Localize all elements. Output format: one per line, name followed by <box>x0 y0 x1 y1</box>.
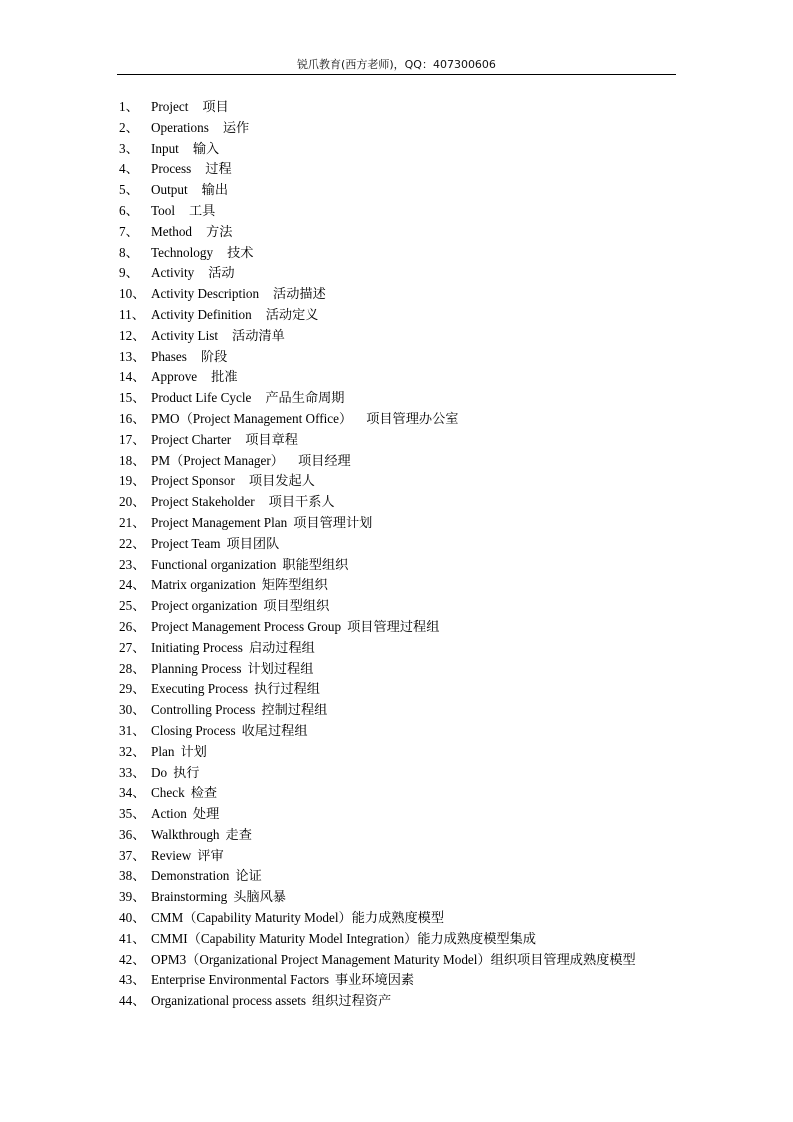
glossary-item <box>119 617 719 638</box>
chinese-translation: 能力成熟度模型集成 <box>417 930 536 946</box>
english-term: Approve <box>151 369 198 385</box>
chinese-translation: 技术 <box>227 244 254 260</box>
glossary-item <box>119 284 719 305</box>
glossary-item <box>119 492 719 513</box>
item-number: 6、 <box>119 202 139 218</box>
glossary-item <box>119 180 719 201</box>
chinese-translation: 输出 <box>201 182 229 198</box>
item-number: 41、 <box>119 930 146 946</box>
english-term: Demonstration <box>151 868 230 884</box>
glossary-item <box>119 513 719 534</box>
chinese-translation: 走查 <box>225 826 252 842</box>
chinese-translation: 活动定义 <box>265 306 319 322</box>
glossary-item <box>119 596 719 617</box>
english-term: OPM3（Organizational Project Management Maturity Model） <box>151 951 491 967</box>
chinese-translation: 组织项目管理成熟度模型 <box>490 951 636 967</box>
english-term: Check <box>151 785 185 801</box>
glossary-item <box>119 908 719 929</box>
item-number: 9、 <box>119 265 139 281</box>
chinese-translation: 输入 <box>192 140 220 156</box>
english-term: Functional organization <box>151 556 277 572</box>
item-number: 26、 <box>119 618 146 634</box>
item-number: 43、 <box>119 972 146 988</box>
item-number: 12、 <box>119 327 146 343</box>
english-term: Output <box>151 182 188 198</box>
item-number: 23、 <box>119 556 146 572</box>
chinese-translation: 执行 <box>173 764 200 780</box>
chinese-translation: 评审 <box>197 847 224 863</box>
chinese-translation: 活动清单 <box>232 327 285 343</box>
glossary-term-list <box>119 97 719 1012</box>
english-term: Activity List <box>151 327 219 343</box>
english-term: Project Management Plan <box>151 514 288 530</box>
chinese-translation: 检查 <box>190 785 218 801</box>
glossary-item <box>119 846 719 867</box>
item-number: 38、 <box>119 868 146 884</box>
glossary-item <box>119 659 719 680</box>
item-number: 14、 <box>119 369 146 385</box>
english-term: Controlling Process <box>151 702 256 718</box>
glossary-item <box>119 783 719 804</box>
glossary-item <box>119 263 719 284</box>
glossary-item <box>119 367 719 388</box>
item-number: 7、 <box>119 223 139 239</box>
chinese-translation: 计划 <box>180 743 207 759</box>
chinese-translation: 活动 <box>208 265 235 281</box>
english-term: Method <box>151 223 193 239</box>
item-number: 10、 <box>119 286 146 302</box>
item-number: 16、 <box>119 410 146 426</box>
item-number: 29、 <box>119 681 146 697</box>
chinese-translation: 过程 <box>205 161 232 177</box>
glossary-item <box>119 721 719 742</box>
glossary-item <box>119 638 719 659</box>
chinese-translation: 项目型组织 <box>263 598 330 614</box>
item-number: 2、 <box>119 119 139 135</box>
chinese-translation: 产品生命周期 <box>265 390 345 406</box>
chinese-translation: 项目管理办公室 <box>366 410 459 426</box>
english-term: Product Life Cycle <box>151 390 252 406</box>
item-number: 19、 <box>119 473 146 489</box>
english-term: Input <box>151 140 179 156</box>
item-number: 17、 <box>119 431 146 447</box>
chinese-translation: 事业环境因素 <box>334 972 415 988</box>
english-term: Project organization <box>151 598 258 614</box>
english-term: Operations <box>151 119 209 135</box>
chinese-translation: 活动描述 <box>273 286 326 302</box>
item-number: 33、 <box>119 764 146 780</box>
english-term: PM（Project Manager） <box>151 452 284 468</box>
item-number: 21、 <box>119 514 146 530</box>
glossary-item <box>119 201 719 222</box>
chinese-translation: 职能型组织 <box>282 556 349 572</box>
glossary-item <box>119 700 719 721</box>
chinese-translation: 启动过程组 <box>248 639 315 655</box>
glossary-item <box>119 763 719 784</box>
english-term: Review <box>151 847 192 863</box>
page-header: 锐爪教育(西方老师)，QQ：407300606 <box>297 58 496 71</box>
chinese-translation: 控制过程组 <box>261 702 328 718</box>
item-number: 36、 <box>119 826 146 842</box>
chinese-translation: 项目章程 <box>245 431 298 447</box>
glossary-item <box>119 929 719 950</box>
glossary-item <box>119 222 719 243</box>
item-number: 8、 <box>119 244 139 260</box>
item-number: 11、 <box>119 306 145 322</box>
chinese-translation: 项目团队 <box>226 535 280 551</box>
english-term: PMO（Project Management Office） <box>151 410 353 426</box>
english-term: Process <box>151 161 192 177</box>
english-term: Enterprise Environmental Factors <box>151 972 329 988</box>
english-term: Matrix organization <box>151 577 256 593</box>
item-number: 4、 <box>119 161 139 177</box>
chinese-translation: 运作 <box>222 119 250 135</box>
english-term: Tool <box>151 202 175 218</box>
english-term: Plan <box>151 743 175 759</box>
glossary-item <box>119 159 719 180</box>
english-term: Project Management Process Group <box>151 618 342 634</box>
glossary-item <box>119 887 719 908</box>
glossary-item <box>119 388 719 409</box>
chinese-translation: 收尾过程组 <box>241 722 308 738</box>
item-number: 1、 <box>119 99 139 114</box>
chinese-translation: 批准 <box>211 369 238 385</box>
item-number: 22、 <box>119 535 146 551</box>
english-term: CMMI（Capability Maturity Model Integration） <box>151 930 418 946</box>
english-term: Activity Description <box>151 286 260 302</box>
chinese-translation: 能力成熟度模型 <box>351 910 445 926</box>
chinese-translation: 项目管理计划 <box>293 514 373 530</box>
english-term: Project Sponsor <box>151 473 235 489</box>
glossary-item <box>119 575 719 596</box>
glossary-item <box>119 471 719 492</box>
glossary-item <box>119 534 719 555</box>
chinese-translation: 执行过程组 <box>254 681 320 697</box>
english-term: Technology <box>151 244 214 260</box>
glossary-item <box>119 139 719 160</box>
english-term: Executing Process <box>151 681 249 697</box>
item-number: 42、 <box>119 951 146 967</box>
english-term: Project Stakeholder <box>151 494 255 510</box>
glossary-item <box>119 825 719 846</box>
glossary-item <box>119 97 719 118</box>
item-number: 34、 <box>119 785 146 801</box>
item-number: 40、 <box>119 910 146 926</box>
glossary-item <box>119 804 719 825</box>
english-term: Action <box>151 806 187 822</box>
chinese-translation: 处理 <box>192 806 220 822</box>
chinese-translation: 阶段 <box>200 348 228 364</box>
item-number: 27、 <box>119 639 146 655</box>
glossary-item <box>119 742 719 763</box>
item-number: 37、 <box>119 847 146 863</box>
item-number: 35、 <box>119 806 146 822</box>
english-term: Activity Definition <box>151 306 252 322</box>
glossary-item <box>119 866 719 887</box>
english-term: Project Charter <box>151 431 232 447</box>
english-term: Brainstorming <box>151 889 228 905</box>
glossary-item <box>119 430 719 451</box>
item-number: 18、 <box>119 452 146 468</box>
chinese-translation: 项目 <box>202 99 229 114</box>
item-number: 24、 <box>119 577 146 593</box>
item-number: 44、 <box>119 993 146 1009</box>
glossary-item <box>119 679 719 700</box>
item-number: 25、 <box>119 598 146 614</box>
chinese-translation: 方法 <box>206 223 233 239</box>
glossary-item <box>119 326 719 347</box>
header-divider <box>117 74 676 75</box>
glossary-item <box>119 991 719 1012</box>
glossary-item <box>119 305 719 326</box>
glossary-item <box>119 347 719 368</box>
english-term: Activity <box>151 265 195 281</box>
chinese-translation: 论证 <box>235 868 262 884</box>
item-number: 31、 <box>119 722 146 738</box>
glossary-item <box>119 409 719 430</box>
chinese-translation: 组织过程资产 <box>312 993 392 1009</box>
english-term: CMM（Capability Maturity Model） <box>151 910 352 926</box>
chinese-translation: 计划过程组 <box>247 660 314 676</box>
chinese-translation: 工具 <box>189 202 216 218</box>
chinese-translation: 矩阵型组织 <box>261 577 328 593</box>
item-number: 20、 <box>119 494 146 510</box>
item-number: 39、 <box>119 889 146 905</box>
glossary-item <box>119 970 719 991</box>
english-term: Project <box>151 99 189 114</box>
glossary-item <box>119 555 719 576</box>
glossary-item <box>119 451 719 472</box>
glossary-item <box>119 118 719 139</box>
chinese-translation: 头脑风暴 <box>233 889 286 905</box>
item-number: 13、 <box>119 348 146 364</box>
english-term: Project Team <box>151 535 221 551</box>
english-term: Phases <box>151 348 187 364</box>
english-term: Initiating Process <box>151 639 243 655</box>
item-number: 30、 <box>119 702 146 718</box>
english-term: Do <box>151 764 168 780</box>
item-number: 28、 <box>119 660 146 676</box>
chinese-translation: 项目发起人 <box>248 473 315 489</box>
item-number: 15、 <box>119 390 146 406</box>
chinese-translation: 项目干系人 <box>268 494 335 510</box>
item-number: 5、 <box>119 182 139 198</box>
glossary-item <box>119 243 719 264</box>
english-term: Closing Process <box>151 722 236 738</box>
english-term: Planning Process <box>151 660 242 676</box>
item-number: 3、 <box>119 140 139 156</box>
english-term: Walkthrough <box>151 826 220 842</box>
chinese-translation: 项目管理过程组 <box>347 618 440 634</box>
item-number: 32、 <box>119 743 146 759</box>
glossary-item <box>119 950 719 971</box>
chinese-translation: 项目经理 <box>297 452 351 468</box>
english-term: Organizational process assets <box>151 993 307 1009</box>
